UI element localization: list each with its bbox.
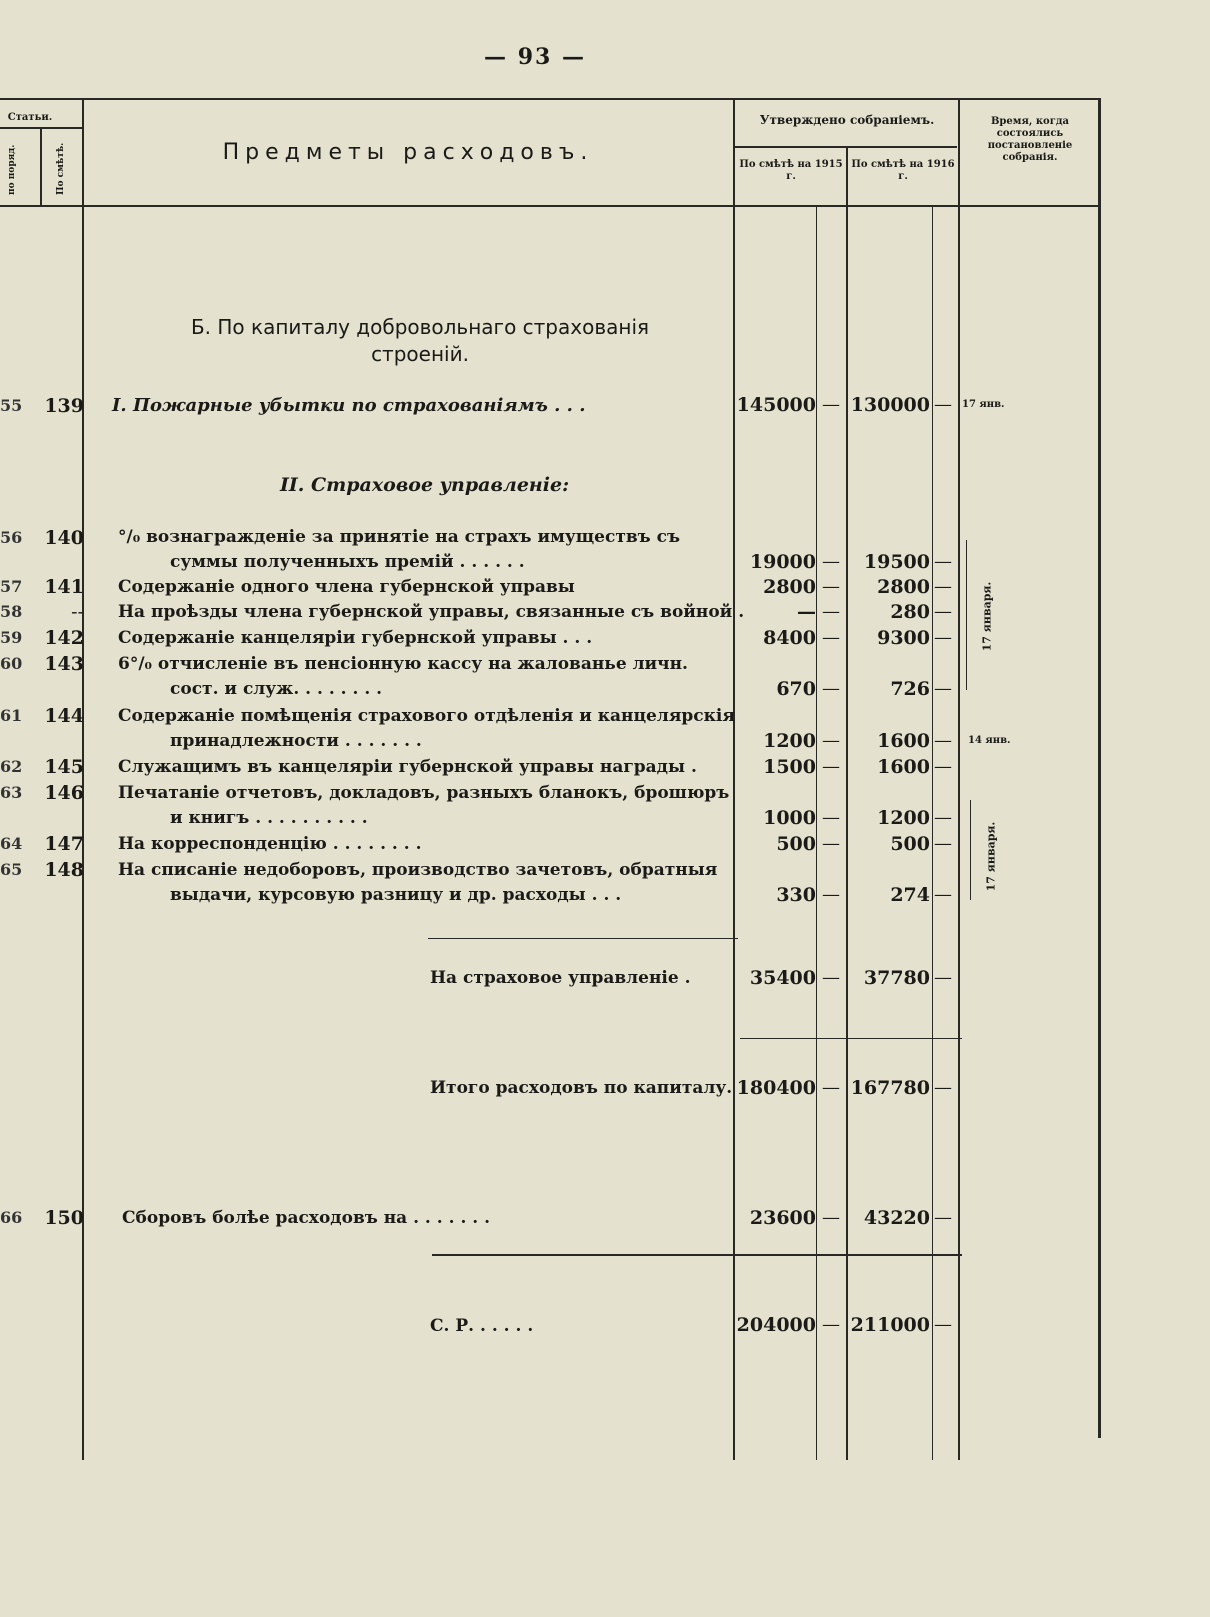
order-59: 59	[0, 628, 23, 647]
est-150: 150	[44, 1207, 84, 1229]
v1915-war-travel: —	[797, 601, 816, 623]
v1915-142: 8400	[763, 627, 816, 649]
row-143-line2: сост. и служ. . . . . . . .	[170, 679, 383, 699]
est-141: 141	[44, 576, 84, 598]
section-title-line1: Б. По капиталу добровольнаго страхованія	[190, 315, 650, 339]
date-fire: 17 янв.	[962, 399, 1005, 410]
v1916-total: 167780	[850, 1077, 930, 1099]
row-140-line2: суммы полученныхъ премій . . . . . .	[170, 552, 525, 572]
v1916-subtotal: 37780	[863, 967, 930, 989]
row-146-line2: и книгъ . . . . . . . . . .	[170, 808, 368, 828]
dash: —	[822, 833, 840, 854]
order-65: 65	[0, 860, 23, 879]
dash: —	[934, 601, 952, 622]
v1916-146: 1200	[877, 807, 930, 829]
subtotal-rule	[428, 938, 738, 939]
v1916-140: 19500	[863, 551, 930, 573]
dash: —	[934, 1314, 952, 1335]
header-bottom-rule	[0, 205, 1098, 207]
v1916-grand: 211000	[850, 1314, 930, 1336]
v1916-fire: 130000	[850, 394, 930, 416]
dash: —	[822, 601, 840, 622]
row-144-line1: Содержаніе помѣщенія страхового отдѣленія и канцелярскія	[118, 706, 735, 726]
row-145: Служащимъ въ канцеляріи губернской управы награды .	[118, 757, 697, 777]
est-146: 146	[44, 782, 84, 804]
v1916-142: 9300	[877, 627, 930, 649]
dash: —	[934, 1207, 952, 1228]
dash: —	[822, 967, 840, 988]
surplus-label: Сборовъ болѣе расходовъ на . . . . . . .	[122, 1208, 491, 1228]
dash: —	[822, 1077, 840, 1098]
v1916-144: 1600	[877, 730, 930, 752]
dash: —	[822, 627, 840, 648]
bracket-1	[966, 540, 967, 690]
top-rule	[0, 98, 1098, 100]
v1916-143: 726	[890, 678, 930, 700]
est-147: 147	[44, 833, 84, 855]
dash: —	[934, 807, 952, 828]
dash: —	[934, 678, 952, 699]
dash: —	[822, 394, 840, 415]
v1915-143: 670	[776, 678, 816, 700]
est-148: 148	[44, 859, 84, 881]
v1915-145: 1500	[763, 756, 816, 778]
subtotal-label: На страховое управленіе .	[430, 968, 691, 988]
v1916-147: 500	[890, 833, 930, 855]
v1915-144: 1200	[763, 730, 816, 752]
dash: —	[822, 678, 840, 699]
header-1915: По смѣтѣ на 1915 г.	[739, 159, 843, 182]
v1915-146: 1000	[763, 807, 816, 829]
order-60: 60	[0, 654, 23, 673]
header-articles: Статьи.	[7, 112, 53, 123]
dash: —	[822, 1207, 840, 1228]
header-subjects: Предметы расходовъ.	[222, 140, 594, 165]
date-group-1: 17 января.	[980, 581, 994, 652]
order-55: 55	[0, 396, 23, 415]
order-58: 58	[0, 602, 23, 621]
order-61: 61	[0, 706, 23, 725]
v1915-grand: 204000	[736, 1314, 816, 1336]
dash: —	[934, 730, 952, 751]
v1915-140: 19000	[749, 551, 816, 573]
right-border	[1098, 98, 1101, 1438]
dash: —	[934, 576, 952, 597]
total-label: Итого расходовъ по капиталу.	[430, 1078, 733, 1098]
est-143: 143	[44, 653, 84, 675]
kopek-divider-1	[816, 206, 817, 1460]
order-64: 64	[0, 834, 23, 853]
dash: —	[934, 756, 952, 777]
header-approved: Утверждено собраніемъ.	[759, 113, 935, 127]
order-divider	[40, 128, 42, 206]
v1915-141: 2800	[763, 576, 816, 598]
dash: —	[934, 627, 952, 648]
dash: —	[822, 576, 840, 597]
order-63: 63	[0, 783, 23, 802]
row-146-line1: Печатаніе отчетовъ, докладовъ, разныхъ бланокъ, брошюръ	[118, 783, 730, 803]
order-62: 62	[0, 757, 23, 776]
row-148-line1: На списаніе недоборовъ, производство зачетовъ, обратныя	[118, 860, 718, 880]
est-145: 145	[44, 756, 84, 778]
grand-label: С. Р. . . . . .	[430, 1316, 534, 1336]
v1915-147: 500	[776, 833, 816, 855]
dash: —	[822, 551, 840, 572]
est-139: 139	[44, 395, 84, 417]
kopek-divider-2	[932, 206, 933, 1460]
dash: —	[934, 884, 952, 905]
order-56: 56	[0, 528, 23, 547]
section-title-line2: строеній.	[371, 342, 469, 366]
v1915-total: 180400	[736, 1077, 816, 1099]
v1916-surplus: 43220	[863, 1207, 930, 1229]
total-rule	[740, 1038, 962, 1039]
v1916-141: 2800	[877, 576, 930, 598]
dash: —	[934, 967, 952, 988]
header-time: Время, когда состоялись постановленіе собранія.	[987, 116, 1073, 163]
dash: —	[934, 394, 952, 415]
dash: —	[822, 730, 840, 751]
row-147: На корреспонденцію . . . . . . . .	[118, 834, 422, 854]
row-141: Содержаніе одного члена губернской управы	[118, 577, 575, 597]
row-148-line2: выдачи, курсовую разницу и др. расходы . . .	[170, 885, 622, 905]
order-57: 57	[0, 577, 23, 596]
est-140: 140	[44, 527, 84, 549]
dash: —	[822, 1314, 840, 1335]
grand-rule	[432, 1254, 962, 1256]
row-144-line2: принадлежности . . . . . . .	[170, 731, 422, 751]
est-144: 144	[44, 705, 84, 727]
subtitle-insurance-admin: II. Страховое управленіе:	[280, 474, 570, 496]
v1915-surplus: 23600	[749, 1207, 816, 1229]
row-140-line1: °/₀ вознагражденіе за принятіе на страхъ имуществъ съ	[118, 527, 681, 547]
v1915-148: 330	[776, 884, 816, 906]
dash: —	[934, 551, 952, 572]
header-estimate: По смѣтѣ.	[56, 142, 66, 195]
v1916-145: 1600	[877, 756, 930, 778]
v1916-148: 274	[890, 884, 930, 906]
order-66: 66	[0, 1208, 23, 1227]
page-number: — 93 —	[484, 44, 586, 70]
dash: —	[822, 807, 840, 828]
estimate-divider	[82, 100, 84, 1460]
date-group-2: 17 января.	[984, 821, 998, 892]
v1916-war-travel: 280	[890, 601, 930, 623]
amount-divider-mid	[846, 146, 848, 1460]
bracket-2	[970, 800, 971, 900]
est-none: --	[71, 601, 84, 623]
est-142: 142	[44, 627, 84, 649]
v1915-subtotal: 35400	[749, 967, 816, 989]
row-fire-losses: I. Пожарные убытки по страхованіямъ . . .	[112, 395, 586, 416]
row-142: Содержаніе канцеляріи губернской управы . . .	[118, 628, 593, 648]
dash: —	[934, 833, 952, 854]
dash: —	[822, 884, 840, 905]
v1915-fire: 145000	[736, 394, 816, 416]
dash: —	[822, 756, 840, 777]
date-144: 14 янв.	[968, 735, 1011, 746]
dash: —	[934, 1077, 952, 1098]
header-order: по поряд.	[7, 144, 17, 195]
row-war-travel: На проѣзды члена губернской управы, связанные съ войной .	[118, 602, 745, 622]
header-1916: По смѣтѣ на 1916 г.	[851, 159, 955, 182]
row-143-line1: 6°/₀ отчисленіе въ пенсіонную кассу на жалованье личн.	[118, 654, 688, 674]
